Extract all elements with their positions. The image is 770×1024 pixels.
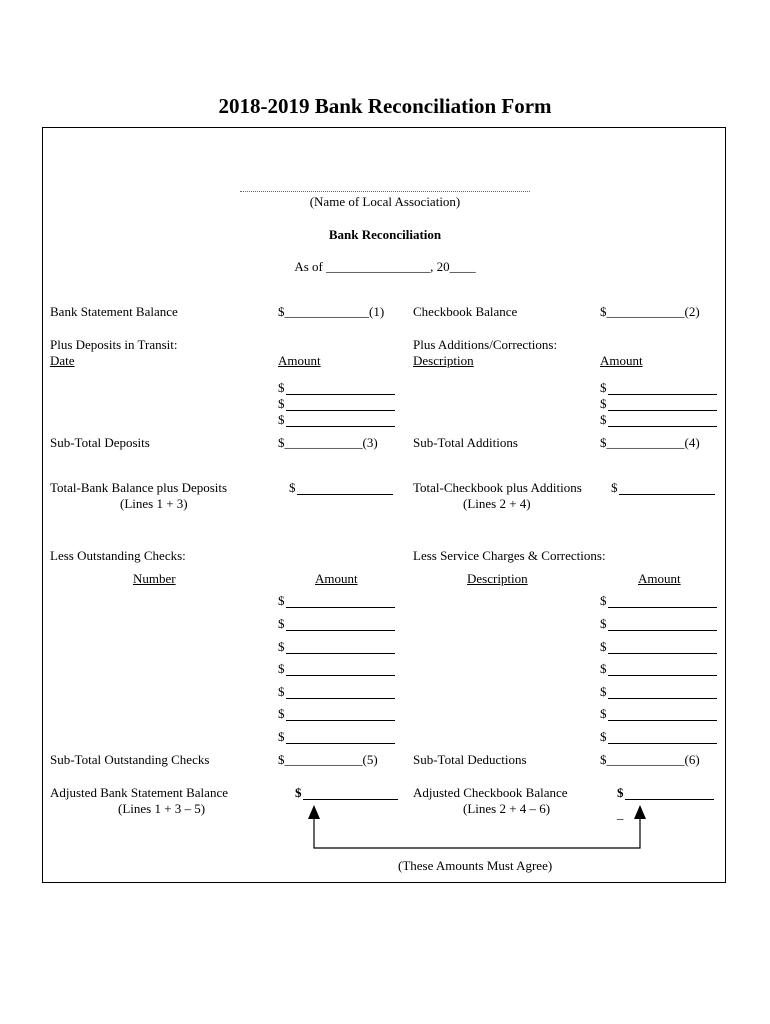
addition-dollar-3: $ [600,412,607,427]
line1-field[interactable]: $_____________(1) [278,304,385,319]
check-dollar-7: $ [278,729,285,744]
right-arrow-head [634,805,646,819]
adjusted-checkbook-dollar: $ [617,785,624,800]
check-dollar-4: $ [278,661,285,676]
service-dollar-7: $ [600,729,607,744]
checkbook-balance-label: Checkbook Balance [413,304,518,319]
number-header: Number [133,571,176,586]
service-dollar-6: $ [600,706,607,721]
line4-field[interactable]: $____________(4) [600,435,700,450]
addition-dollar-1: $ [600,380,607,395]
total-checkbook-dollar: $ [611,480,618,495]
plus-deposits-label: Plus Deposits in Transit: [50,337,178,352]
total-bank-dollar: $ [289,480,296,495]
subtotal-additions-label: Sub-Total Additions [413,435,518,450]
bank-reconciliation-subtitle: Bank Reconciliation [328,227,442,242]
association-name-label: (Name of Local Association) [309,194,461,209]
deposit-dollar-2: $ [278,396,285,411]
plus-additions-label: Plus Additions/Corrections: [413,337,558,352]
subtotal-outstanding-label: Sub-Total Outstanding Checks [50,752,210,767]
check-dollar-6: $ [278,706,285,721]
subtotal-deposits-label: Sub-Total Deposits [50,435,150,450]
service-dollar-1: $ [600,593,607,608]
total-bank-balance-label: Total-Bank Balance plus Deposits [50,480,228,495]
service-dollar-5: $ [600,684,607,699]
less-service-label: Less Service Charges & Corrections: [413,548,606,563]
form-title: 2018-2019 Bank Reconciliation Form [218,94,552,118]
addition-description-header: Description [413,353,474,368]
amounts-must-agree-note: (These Amounts Must Agree) [398,858,553,873]
line2-field[interactable]: $____________(2) [600,304,700,319]
lines-2-4-label: (Lines 2 + 4) [463,496,531,511]
outstanding-amount-header: Amount [315,571,358,586]
line6-field[interactable]: $____________(6) [600,752,700,767]
line3-field[interactable]: $____________(3) [278,435,378,450]
adjusted-checkbook-underscore: _ [617,806,624,821]
check-dollar-5: $ [278,684,285,699]
as-of-date-field[interactable]: As of ________________, 20____ [294,259,476,274]
service-dollar-4: $ [600,661,607,676]
total-checkbook-label: Total-Checkbook plus Additions [413,480,582,495]
deposit-dollar-1: $ [278,380,285,395]
adjusted-checkbook-label: Adjusted Checkbook Balance [413,785,568,800]
lines-1-3-label: (Lines 1 + 3) [120,496,188,511]
addition-dollar-2: $ [600,396,607,411]
check-dollar-3: $ [278,639,285,654]
check-dollar-1: $ [278,593,285,608]
agreement-connector [314,819,640,848]
service-amount-header: Amount [638,571,681,586]
subtotal-deductions-label: Sub-Total Deductions [413,752,527,767]
deposit-amount-header: Amount [278,353,321,368]
service-dollar-3: $ [600,639,607,654]
adjusted-bank-dollar: $ [295,785,302,800]
lines-1-3-5-label: (Lines 1 + 3 – 5) [118,801,206,816]
lines-2-4-6-label: (Lines 2 + 4 – 6) [463,801,551,816]
bank-statement-balance-label: Bank Statement Balance [50,304,178,319]
check-dollar-2: $ [278,616,285,631]
date-header: Date [50,353,75,368]
service-description-header: Description [467,571,528,586]
service-dollar-2: $ [600,616,607,631]
deposit-dollar-3: $ [278,412,285,427]
line5-field[interactable]: $____________(5) [278,752,378,767]
adjusted-bank-label: Adjusted Bank Statement Balance [50,785,228,800]
less-outstanding-label: Less Outstanding Checks: [50,548,186,563]
addition-amount-header: Amount [600,353,643,368]
left-arrow-head [308,805,320,819]
